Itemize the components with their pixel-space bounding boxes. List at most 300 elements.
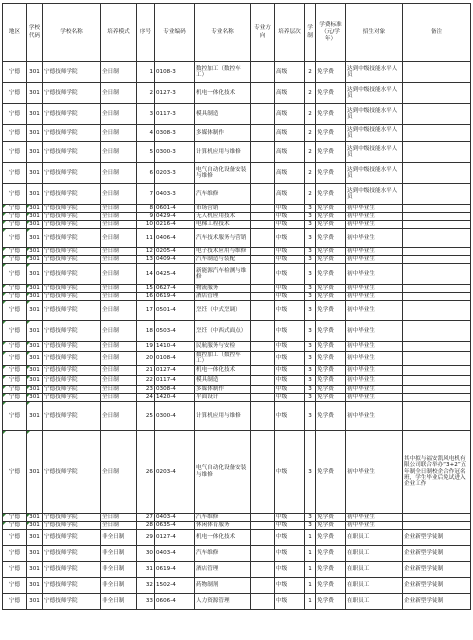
cell-major-code: 0117-4 — [155, 375, 195, 385]
cell-school: 宁德技师学院 — [43, 125, 101, 142]
table-row — [3, 213, 471, 221]
table-row — [3, 293, 471, 301]
cell-mode: 全日制 — [101, 285, 137, 293]
header-training-mode: 培养模式 — [101, 4, 137, 62]
cell-region: 宁德 — [3, 184, 27, 205]
cell-mode: 全日制 — [101, 321, 137, 342]
cell-fee: 免学费 — [316, 184, 346, 205]
cell-code: 301 — [27, 342, 43, 352]
cell-note — [403, 104, 471, 125]
cell-note: 企业新型学徒制 — [403, 577, 471, 593]
cell-fee: 免学费 — [316, 205, 346, 213]
cell-no: 17 — [137, 301, 155, 321]
cell-note — [403, 285, 471, 293]
cell-no: 8 — [137, 205, 155, 213]
cell-region: 宁德 — [3, 545, 27, 561]
cell-target: 达到中级技能水平人员 — [346, 163, 403, 184]
cell-note — [403, 385, 471, 393]
cell-school: 宁德技师学院 — [43, 285, 101, 293]
cell-fee: 免学费 — [316, 125, 346, 142]
cell-years: 3 — [305, 285, 316, 293]
cell-no: 2 — [137, 83, 155, 104]
header-training-level: 培养层次 — [275, 4, 305, 62]
cell-fee: 免学费 — [316, 301, 346, 321]
cell-note: 企业新型学徒制 — [403, 529, 471, 545]
cell-code: 301 — [27, 365, 43, 375]
cell-note — [403, 142, 471, 163]
cell-dir — [251, 285, 275, 293]
cell-mode: 非全日制 — [101, 561, 137, 577]
cell-major: 模具制造 — [195, 104, 251, 125]
cell-major-code: 0425-4 — [155, 264, 195, 285]
cell-years: 1 — [305, 593, 316, 609]
cell-code: 301 — [27, 125, 43, 142]
cell-level: 中级 — [275, 342, 305, 352]
cell-major: 市场营销 — [195, 205, 251, 213]
cell-code: 301 — [27, 577, 43, 593]
cell-no: 16 — [137, 293, 155, 301]
table-row — [3, 393, 471, 401]
cell-no: 32 — [137, 577, 155, 593]
cell-dir — [251, 104, 275, 125]
cell-dir — [251, 221, 275, 229]
cell-years: 2 — [305, 142, 316, 163]
cell-no: 28 — [137, 521, 155, 529]
enrollment-table-wrap — [2, 3, 471, 610]
cell-region: 宁德 — [3, 142, 27, 163]
cell-school: 宁德技师学院 — [43, 401, 101, 430]
table-row — [3, 301, 471, 321]
cell-region: 宁德 — [3, 521, 27, 529]
cell-code: 301 — [27, 401, 43, 430]
cell-region: 宁德 — [3, 513, 27, 521]
cell-level: 中级 — [275, 393, 305, 401]
table-body — [3, 62, 471, 610]
cell-no: 11 — [137, 229, 155, 248]
cell-target: 初中毕业生 — [346, 430, 403, 513]
cell-fee: 免学费 — [316, 229, 346, 248]
cell-years: 3 — [305, 342, 316, 352]
cell-major: 休闲体育服务 — [195, 521, 251, 529]
cell-school: 宁德技师学院 — [43, 393, 101, 401]
cell-mode: 全日制 — [101, 256, 137, 264]
table-row — [3, 229, 471, 248]
cell-level: 高级 — [275, 163, 305, 184]
cell-region: 宁德 — [3, 104, 27, 125]
cell-school: 宁德技师学院 — [43, 301, 101, 321]
cell-target: 达到中级技能水平人员 — [346, 62, 403, 83]
table-row — [3, 104, 471, 125]
cell-region: 宁德 — [3, 221, 27, 229]
cell-school: 宁德技师学院 — [43, 561, 101, 577]
cell-years: 3 — [305, 301, 316, 321]
cell-level: 高级 — [275, 104, 305, 125]
cell-region: 宁德 — [3, 205, 27, 213]
cell-fee: 免学费 — [316, 401, 346, 430]
cell-fee: 免学费 — [316, 62, 346, 83]
cell-years: 1 — [305, 529, 316, 545]
cell-mode: 非全日制 — [101, 577, 137, 593]
cell-dir — [251, 205, 275, 213]
cell-major: 电气自动化设备安装与维修 — [195, 430, 251, 513]
cell-major-code: 0205-4 — [155, 248, 195, 256]
cell-major-code: 0117-3 — [155, 104, 195, 125]
cell-fee: 免学费 — [316, 593, 346, 609]
table-header — [3, 4, 471, 62]
cell-level: 高级 — [275, 142, 305, 163]
cell-years: 2 — [305, 83, 316, 104]
cell-fee: 免学费 — [316, 221, 346, 229]
cell-code: 301 — [27, 142, 43, 163]
cell-level: 中级 — [275, 365, 305, 375]
cell-note — [403, 248, 471, 256]
cell-code: 301 — [27, 545, 43, 561]
cell-level: 高级 — [275, 62, 305, 83]
cell-target: 初中毕业生 — [346, 221, 403, 229]
cell-major-code: 0403-3 — [155, 184, 195, 205]
cell-note — [403, 264, 471, 285]
cell-years: 3 — [305, 385, 316, 393]
cell-level: 中级 — [275, 285, 305, 293]
cell-code: 301 — [27, 184, 43, 205]
cell-major: 物流服务 — [195, 285, 251, 293]
cell-no: 7 — [137, 184, 155, 205]
table-row — [3, 521, 471, 529]
header-major-code: 专业编码 — [155, 4, 195, 62]
cell-school: 宁德技师学院 — [43, 529, 101, 545]
cell-fee: 免学费 — [316, 163, 346, 184]
table-row — [3, 593, 471, 609]
cell-region: 宁德 — [3, 163, 27, 184]
cell-years: 1 — [305, 577, 316, 593]
cell-note — [403, 401, 471, 430]
cell-target: 在职员工 — [346, 529, 403, 545]
cell-code: 301 — [27, 375, 43, 385]
cell-code: 301 — [27, 393, 43, 401]
cell-note: 企业新型学徒制 — [403, 561, 471, 577]
table-row — [3, 125, 471, 142]
cell-mode: 全日制 — [101, 163, 137, 184]
cell-major: 人力资源管理 — [195, 593, 251, 609]
cell-note — [403, 513, 471, 521]
cell-mode: 全日制 — [101, 385, 137, 393]
cell-code: 301 — [27, 521, 43, 529]
cell-note — [403, 393, 471, 401]
cell-target: 达到中级技能水平人员 — [346, 104, 403, 125]
cell-major: 汽车制造与装配 — [195, 256, 251, 264]
cell-fee: 免学费 — [316, 256, 346, 264]
cell-mode: 全日制 — [101, 104, 137, 125]
cell-level: 高级 — [275, 125, 305, 142]
cell-target: 初中毕业生 — [346, 293, 403, 301]
header-remarks: 备注 — [403, 4, 471, 62]
cell-fee: 免学费 — [316, 529, 346, 545]
table-row — [3, 142, 471, 163]
cell-code: 301 — [27, 285, 43, 293]
table-row — [3, 321, 471, 342]
cell-target: 初中毕业生 — [346, 301, 403, 321]
cell-years: 3 — [305, 321, 316, 342]
cell-fee: 免学费 — [316, 513, 346, 521]
cell-target: 初中毕业生 — [346, 513, 403, 521]
cell-major: 无人机应用技术 — [195, 213, 251, 221]
cell-school: 宁德技师学院 — [43, 385, 101, 393]
cell-level: 中级 — [275, 205, 305, 213]
cell-note — [403, 352, 471, 366]
cell-major: 模具制造 — [195, 375, 251, 385]
cell-no: 12 — [137, 248, 155, 256]
cell-major: 电气自动化设备安装与维修 — [195, 163, 251, 184]
cell-region: 宁德 — [3, 342, 27, 352]
cell-code: 301 — [27, 352, 43, 366]
table-row — [3, 529, 471, 545]
cell-school: 宁德技师学院 — [43, 593, 101, 609]
cell-years: 3 — [305, 229, 316, 248]
cell-region: 宁德 — [3, 285, 27, 293]
cell-major: 汽车技术服务与营销 — [195, 229, 251, 248]
cell-major: 数控加工（数控车工） — [195, 352, 251, 366]
cell-target: 初中毕业生 — [346, 385, 403, 393]
cell-target: 初中毕业生 — [346, 264, 403, 285]
cell-code: 301 — [27, 293, 43, 301]
cell-school: 宁德技师学院 — [43, 513, 101, 521]
header-region: 地区 — [3, 4, 27, 62]
cell-code: 301 — [27, 229, 43, 248]
cell-note — [403, 293, 471, 301]
cell-major: 机电一体化技术 — [195, 83, 251, 104]
cell-region: 宁德 — [3, 593, 27, 609]
cell-level: 中级 — [275, 577, 305, 593]
cell-dir — [251, 545, 275, 561]
cell-school: 宁德技师学院 — [43, 213, 101, 221]
cell-major: 药物制剂 — [195, 577, 251, 593]
cell-target: 达到中级技能水平人员 — [346, 142, 403, 163]
cell-target: 初中毕业生 — [346, 248, 403, 256]
cell-major-code: 0403-4 — [155, 513, 195, 521]
cell-target: 达到中级技能水平人员 — [346, 125, 403, 142]
cell-major-code: 1410-4 — [155, 342, 195, 352]
cell-level: 中级 — [275, 385, 305, 393]
cell-region: 宁德 — [3, 577, 27, 593]
cell-fee: 免学费 — [316, 104, 346, 125]
cell-school: 宁德技师学院 — [43, 221, 101, 229]
header-major-name: 专业名称 — [195, 4, 251, 62]
cell-level: 中级 — [275, 221, 305, 229]
cell-major-code: 0203-3 — [155, 163, 195, 184]
header-serial-no: 序号 — [137, 4, 155, 62]
cell-school: 宁德技师学院 — [43, 577, 101, 593]
cell-school: 宁德技师学院 — [43, 184, 101, 205]
header-enrollment-target: 招生对象 — [346, 4, 403, 62]
cell-mode: 全日制 — [101, 375, 137, 385]
cell-mode: 全日制 — [101, 393, 137, 401]
cell-major-code: 0501-4 — [155, 301, 195, 321]
cell-region: 宁德 — [3, 256, 27, 264]
cell-level: 中级 — [275, 513, 305, 521]
cell-major: 多媒体制作 — [195, 385, 251, 393]
cell-target: 初中毕业生 — [346, 213, 403, 221]
enrollment-table — [2, 3, 471, 610]
cell-mode: 全日制 — [101, 365, 137, 375]
cell-target: 初中毕业生 — [346, 256, 403, 264]
cell-school: 宁德技师学院 — [43, 104, 101, 125]
cell-mode: 全日制 — [101, 342, 137, 352]
cell-dir — [251, 385, 275, 393]
cell-level: 中级 — [275, 545, 305, 561]
cell-major-code: 0203-4 — [155, 430, 195, 513]
cell-dir — [251, 321, 275, 342]
cell-no: 14 — [137, 264, 155, 285]
cell-years: 1 — [305, 545, 316, 561]
cell-major-code: 0403-4 — [155, 545, 195, 561]
cell-region: 宁德 — [3, 365, 27, 375]
cell-no: 13 — [137, 256, 155, 264]
cell-mode: 全日制 — [101, 205, 137, 213]
cell-code: 301 — [27, 104, 43, 125]
cell-major: 烹饪（中式烹调） — [195, 301, 251, 321]
cell-region: 宁德 — [3, 561, 27, 577]
cell-target: 达到中级技能水平人员 — [346, 184, 403, 205]
cell-fee: 免学费 — [316, 545, 346, 561]
cell-major-code: 0606-4 — [155, 593, 195, 609]
table-row — [3, 401, 471, 430]
cell-school: 宁德技师学院 — [43, 256, 101, 264]
cell-no: 33 — [137, 593, 155, 609]
cell-school: 宁德技师学院 — [43, 365, 101, 375]
cell-school: 宁德技师学院 — [43, 264, 101, 285]
cell-no: 29 — [137, 529, 155, 545]
cell-region: 宁德 — [3, 375, 27, 385]
cell-fee: 免学费 — [316, 293, 346, 301]
cell-fee: 免学费 — [316, 393, 346, 401]
cell-region: 宁德 — [3, 430, 27, 513]
cell-major-code: 0300-4 — [155, 401, 195, 430]
cell-code: 301 — [27, 163, 43, 184]
cell-school: 宁德技师学院 — [43, 142, 101, 163]
cell-dir — [251, 125, 275, 142]
cell-level: 中级 — [275, 213, 305, 221]
cell-target: 初中毕业生 — [346, 321, 403, 342]
cell-mode: 全日制 — [101, 125, 137, 142]
table-row — [3, 375, 471, 385]
cell-years: 2 — [305, 184, 316, 205]
cell-level: 中级 — [275, 521, 305, 529]
cell-school: 宁德技师学院 — [43, 163, 101, 184]
cell-code: 301 — [27, 83, 43, 104]
cell-mode: 全日制 — [101, 293, 137, 301]
cell-code: 301 — [27, 205, 43, 213]
cell-major-code: 0300-3 — [155, 142, 195, 163]
cell-level: 中级 — [275, 352, 305, 366]
cell-mode: 全日制 — [101, 264, 137, 285]
cell-years: 2 — [305, 104, 316, 125]
cell-fee: 免学费 — [316, 142, 346, 163]
cell-no: 21 — [137, 365, 155, 375]
cell-major-code: 0619-4 — [155, 561, 195, 577]
cell-major: 机电一体化技术 — [195, 529, 251, 545]
cell-note — [403, 163, 471, 184]
cell-no: 6 — [137, 163, 155, 184]
cell-years: 3 — [305, 375, 316, 385]
cell-code: 301 — [27, 221, 43, 229]
cell-fee: 免学费 — [316, 385, 346, 393]
cell-school: 宁德技师学院 — [43, 521, 101, 529]
cell-dir — [251, 256, 275, 264]
table-row — [3, 513, 471, 521]
table-row — [3, 385, 471, 393]
cell-note — [403, 365, 471, 375]
table-row — [3, 365, 471, 375]
cell-no: 26 — [137, 430, 155, 513]
cell-target: 在职员工 — [346, 593, 403, 609]
cell-years: 3 — [305, 293, 316, 301]
cell-note — [403, 256, 471, 264]
cell-note: 企业新型学徒制 — [403, 593, 471, 609]
cell-dir — [251, 62, 275, 83]
cell-school: 宁德技师学院 — [43, 375, 101, 385]
cell-years: 3 — [305, 521, 316, 529]
cell-dir — [251, 142, 275, 163]
cell-mode: 全日制 — [101, 213, 137, 221]
cell-level: 中级 — [275, 375, 305, 385]
cell-dir — [251, 229, 275, 248]
cell-no: 31 — [137, 561, 155, 577]
cell-years: 3 — [305, 248, 316, 256]
cell-note — [403, 205, 471, 213]
table-row — [3, 577, 471, 593]
cell-dir — [251, 529, 275, 545]
cell-mode: 全日制 — [101, 301, 137, 321]
cell-years: 3 — [305, 401, 316, 430]
cell-no: 4 — [137, 125, 155, 142]
cell-no: 1 — [137, 62, 155, 83]
cell-fee: 免学费 — [316, 285, 346, 293]
cell-level: 中级 — [275, 264, 305, 285]
cell-years: 3 — [305, 352, 316, 366]
cell-target: 在职员工 — [346, 545, 403, 561]
cell-major-code: 0308-3 — [155, 125, 195, 142]
cell-region: 宁德 — [3, 393, 27, 401]
cell-code: 301 — [27, 561, 43, 577]
cell-years: 3 — [305, 205, 316, 213]
cell-mode: 全日制 — [101, 221, 137, 229]
cell-dir — [251, 513, 275, 521]
cell-note — [403, 321, 471, 342]
cell-note — [403, 521, 471, 529]
cell-fee: 免学费 — [316, 521, 346, 529]
cell-years: 2 — [305, 125, 316, 142]
cell-fee: 免学费 — [316, 248, 346, 256]
cell-region: 宁德 — [3, 264, 27, 285]
cell-target: 在职员工 — [346, 577, 403, 593]
cell-note — [403, 229, 471, 248]
cell-school: 宁德技师学院 — [43, 248, 101, 256]
cell-major-code: 1420-4 — [155, 393, 195, 401]
cell-no: 30 — [137, 545, 155, 561]
cell-code: 301 — [27, 62, 43, 83]
cell-code: 301 — [27, 256, 43, 264]
cell-major: 机电一体化技术 — [195, 365, 251, 375]
cell-major-code: 0216-4 — [155, 221, 195, 229]
table-row — [3, 264, 471, 285]
cell-major-code: 0308-4 — [155, 385, 195, 393]
cell-major-code: 1502-4 — [155, 577, 195, 593]
cell-major: 汽车维修 — [195, 513, 251, 521]
cell-mode: 全日制 — [101, 513, 137, 521]
table-row — [3, 163, 471, 184]
cell-major-code: 0429-4 — [155, 213, 195, 221]
cell-major: 酒店管理 — [195, 293, 251, 301]
